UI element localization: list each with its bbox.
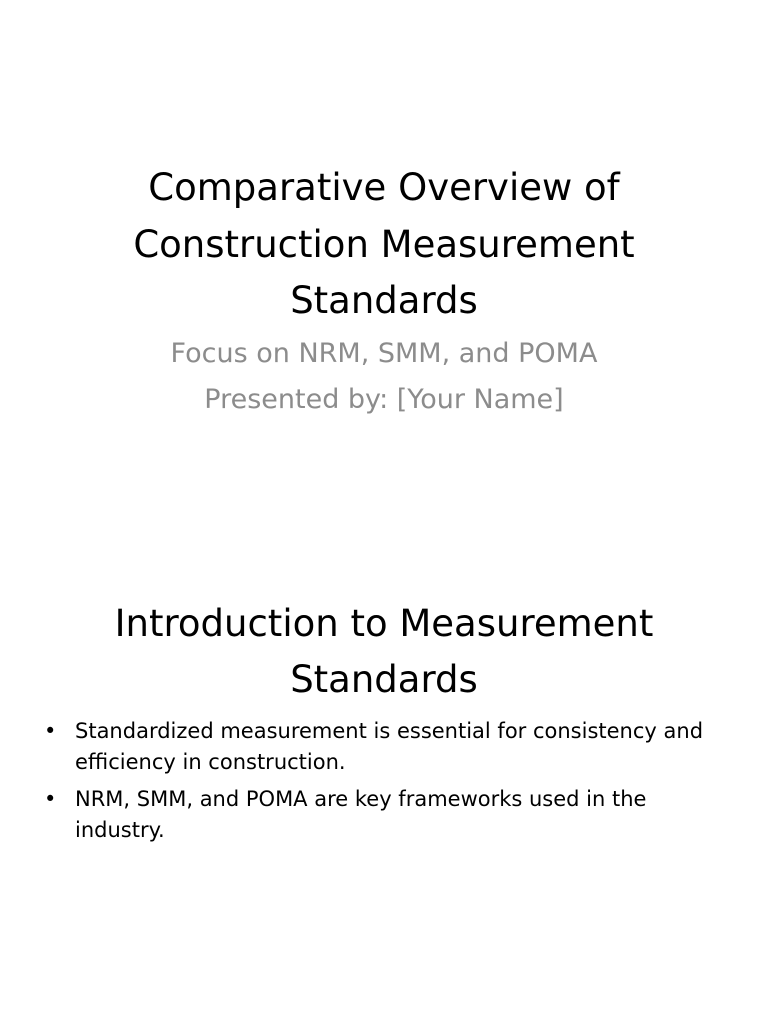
bullet-text-line: industry. — [75, 818, 165, 842]
bullet-item — [44, 784, 724, 846]
slide-title-line: Standards — [290, 279, 478, 322]
slide-subtitle-line: Presented by: [Your Name] — [204, 384, 564, 415]
bullet-item — [44, 716, 724, 778]
bullet-marker: • — [44, 719, 57, 743]
bullet-marker: • — [44, 787, 57, 811]
bullet-text-line: NRM, SMM, and POMA are key frameworks used in the — [75, 787, 647, 811]
slide-title-line: Standards — [290, 658, 478, 701]
slide-title-line: Introduction to Measurement — [114, 602, 654, 645]
slide-title-line: Construction Measurement — [133, 223, 635, 266]
introduction-slide — [0, 512, 768, 1024]
slide-subtitle-line: Focus on NRM, SMM, and POMA — [170, 338, 598, 369]
slide-title-line: Comparative Overview of — [148, 166, 620, 209]
bullet-text-line: Standardized measurement is essential for consistency and — [75, 719, 704, 743]
bullet-text-line: efficiency in construction. — [75, 750, 346, 774]
bullet-list — [44, 716, 724, 852]
